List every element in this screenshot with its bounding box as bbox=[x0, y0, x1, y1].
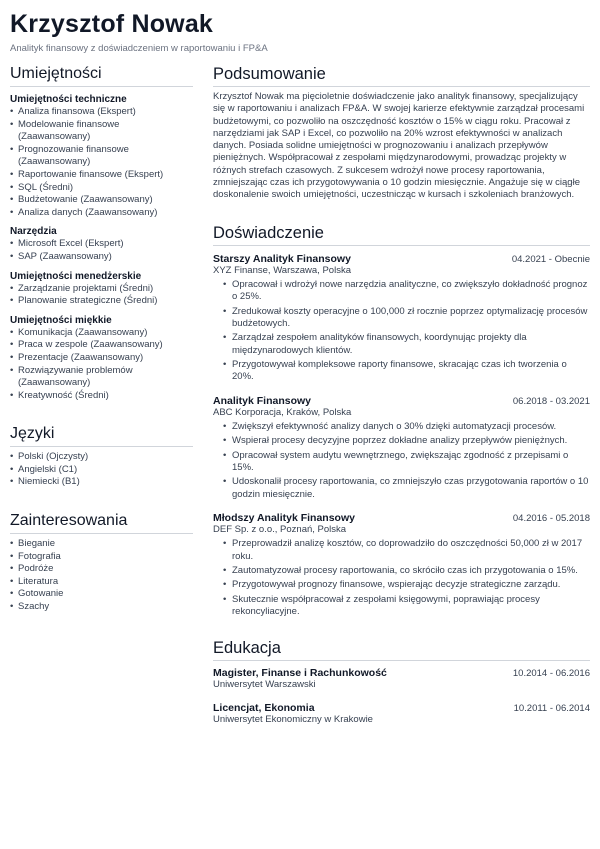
skill-item: • Praca w zespole (Zaawansowany) bbox=[10, 339, 193, 352]
education-school: Uniwersytet Warszawski bbox=[213, 679, 316, 691]
languages-list bbox=[10, 451, 193, 489]
education-entry bbox=[213, 702, 590, 727]
job-company: DEF Sp. z o.o., Poznań, Polska bbox=[213, 523, 347, 535]
job-date: 04.2021 - Obecnie bbox=[511, 253, 590, 265]
education-header bbox=[213, 702, 590, 714]
job-entry bbox=[213, 395, 590, 501]
candidate-name: Krzysztof Nowak bbox=[10, 10, 214, 38]
skill-item: • Modelowanie finansowe (Zaawansowany) bbox=[10, 119, 193, 144]
job-title: Analityk Finansowy bbox=[213, 394, 312, 407]
education-heading: Edukacja bbox=[213, 638, 590, 661]
language-item: • Niemiecki (B1) bbox=[10, 476, 193, 489]
skill-group-title: Umiejętności menedżerskie bbox=[10, 270, 142, 282]
skill-list bbox=[10, 327, 193, 403]
education-degree: Magister, Finanse i Rachunkowość bbox=[213, 667, 387, 680]
skill-list bbox=[10, 283, 193, 308]
skill-item: • Analiza danych (Zaawansowany) bbox=[10, 207, 193, 220]
experience-heading: Doświadczenie bbox=[213, 223, 590, 246]
interest-item: • Szachy bbox=[10, 601, 193, 614]
job-bullets bbox=[213, 279, 590, 383]
job-bullet: • Udoskonalił procesy raportowania, co zmniejszyło czas przygotowania raportów o 10 godzin miesięcznie. bbox=[223, 476, 590, 501]
education-header bbox=[213, 667, 590, 679]
skill-group-title: Narzędzia bbox=[10, 226, 57, 238]
skill-item: • SAP (Zaawansowany) bbox=[10, 251, 193, 264]
job-title: Młodszy Analityk Finansowy bbox=[213, 511, 355, 524]
education-school: Uniwersytet Ekonomiczny w Krakowie bbox=[213, 713, 373, 725]
skill-list bbox=[10, 106, 193, 219]
skill-item: • Prognozowanie finansowe (Zaawansowany) bbox=[10, 144, 193, 169]
job-bullet: • Skutecznie współpracował z zespołami księgowymi, poprawiając procesy rekoncyliacyjne. bbox=[223, 594, 590, 619]
interest-item: • Fotografia bbox=[10, 551, 193, 564]
interest-item: • Podróże bbox=[10, 563, 193, 576]
job-bullet: • Zredukował koszty operacyjne o 100,000 zł rocznie poprzez optymalizację procesów budżetowych. bbox=[223, 306, 590, 331]
job-entry bbox=[213, 512, 590, 618]
skills-heading: Umiejętności bbox=[10, 64, 193, 87]
education-date: 10.2011 - 06.2014 bbox=[513, 702, 590, 714]
skill-item: • SQL (Średni) bbox=[10, 182, 193, 195]
candidate-headline: Analityk finansowy z doświadczeniem w raportowaniu i FP&A bbox=[10, 43, 268, 54]
skill-item: • Analiza finansowa (Ekspert) bbox=[10, 106, 193, 119]
job-bullets bbox=[213, 538, 590, 618]
summary-text: Krzysztof Nowak ma pięcioletnie doświadczenie jako analityk finansowy, specjalizujący się w raportowaniu i analizach FP&A. W swojej karierze efektywnie zarządzał procesami budżetowymi, co pozwoliło na oszczędność kosztów o 15% w ciągu roku. Pracował z narzędziami jak SAP i Excel, co pozwoliło na 20% wzrost efektywności w analizach danych. Posiada solidne umiejętności w prognozowaniu i analizach przepływów pieniężnych. Współpracował z zespołami międzynarodowymi, prowadząc projekty w różnych strefach czasowych. Z sukcesem wdrożył nowe procesy raportowania, zmniejszając czas ich przygotowywania o 10 godzin miesięcznie. Angażuje się w ciągłe doskonalenie swoich umiejętności, uczestnicząc w kursach i szkoleniach branżowych. bbox=[213, 91, 585, 201]
summary-heading: Podsumowanie bbox=[213, 64, 590, 87]
job-company: ABC Korporacja, Kraków, Polska bbox=[213, 406, 352, 418]
education-entry bbox=[213, 667, 590, 692]
language-item: • Polski (Ojczysty) bbox=[10, 451, 193, 464]
job-entry bbox=[213, 253, 590, 384]
job-bullet: • Opracował i wdrożył nowe narzędzia analityczne, co zwiększyło dokładność prognoz o 25%. bbox=[223, 279, 590, 304]
skill-item: • Prezentacje (Zaawansowany) bbox=[10, 352, 193, 365]
interests-heading: Zainteresowania bbox=[10, 511, 193, 534]
skill-group-title: Umiejętności techniczne bbox=[10, 94, 127, 105]
skills-section bbox=[10, 93, 193, 402]
job-bullets bbox=[213, 421, 590, 501]
skill-item: • Microsoft Excel (Ekspert) bbox=[10, 238, 193, 251]
job-header bbox=[213, 395, 590, 407]
interest-item: • Gotowanie bbox=[10, 588, 193, 601]
skill-item: • Raportowanie finansowe (Ekspert) bbox=[10, 169, 193, 182]
job-header bbox=[213, 512, 590, 524]
job-date: 04.2016 - 05.2018 bbox=[512, 512, 590, 524]
skill-list bbox=[10, 238, 193, 263]
interest-item: • Literatura bbox=[10, 576, 193, 589]
job-bullet: • Zarządzał zespołem analityków finansowych, koordynując projekty dla międzynarodowych klientów. bbox=[223, 332, 590, 357]
skill-item: • Budżetowanie (Zaawansowany) bbox=[10, 194, 193, 207]
resume-header bbox=[10, 8, 268, 54]
skill-item: • Komunikacja (Zaawansowany) bbox=[10, 327, 193, 340]
job-bullet: • Zwiększył efektywność analizy danych o 30% dzięki automatyzacji procesów. bbox=[223, 421, 590, 433]
skill-item: • Zarządzanie projektami (Średni) bbox=[10, 283, 193, 296]
interests-list bbox=[10, 538, 193, 614]
skill-group-title: Umiejętności miękkie bbox=[10, 314, 112, 326]
job-bullet: • Przygotowywał prognozy finansowe, wspierając decyzje strategiczne zarządu. bbox=[223, 579, 590, 591]
skill-item: • Rozwiązywanie problemów (Zaawansowany) bbox=[10, 365, 193, 390]
job-bullet: • Wspierał procesy decyzyjne poprzez dokładne analizy przepływów pieniężnych. bbox=[223, 435, 590, 447]
education-date: 10.2014 - 06.2016 bbox=[512, 668, 590, 680]
education-degree: Licencjat, Ekonomia bbox=[213, 701, 315, 714]
job-bullet: • Przygotowywał kompleksowe raporty finansowe, skracając czas ich tworzenia o 20%. bbox=[223, 359, 590, 384]
language-item: • Angielski (C1) bbox=[10, 464, 193, 477]
job-header bbox=[213, 253, 590, 265]
right-column bbox=[213, 64, 590, 726]
education-section bbox=[213, 667, 590, 726]
left-column bbox=[10, 64, 193, 614]
skill-item: • Kreatywność (Średni) bbox=[10, 390, 193, 403]
job-bullet: • Zautomatyzował procesy raportowania, co skróciło czas ich przygotowania o 15%. bbox=[223, 565, 590, 577]
job-bullet: • Przeprowadził analizę kosztów, co doprowadziło do oszczędności 50,000 zł w 2017 roku. bbox=[223, 538, 590, 563]
job-bullet: • Opracował system audytu wewnętrznego, zwiększając zgodność z przepisami o 15%. bbox=[223, 450, 590, 475]
job-company: XYZ Finanse, Warszawa, Polska bbox=[213, 264, 351, 276]
experience-section bbox=[213, 253, 590, 618]
skill-item: • Planowanie strategiczne (Średni) bbox=[10, 295, 193, 308]
job-date: 06.2018 - 03.2021 bbox=[512, 395, 590, 407]
languages-heading: Języki bbox=[10, 424, 193, 447]
interest-item: • Bieganie bbox=[10, 538, 193, 551]
job-title: Starszy Analityk Finansowy bbox=[213, 252, 351, 265]
